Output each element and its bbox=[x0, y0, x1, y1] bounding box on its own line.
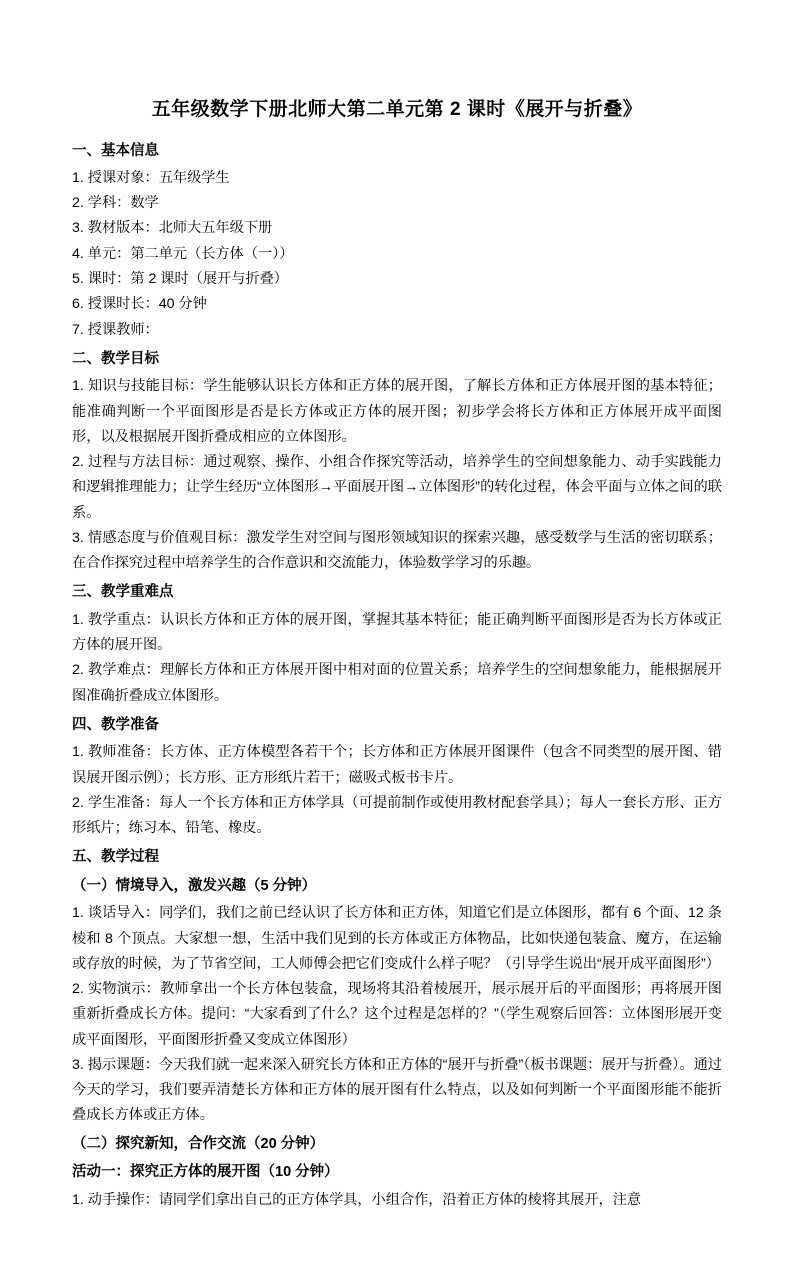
paragraph: 1. 谈话导入：同学们，我们之前已经认识了长方体和正方体，知道它们是立体图形，都有 6 个面、12 条棱和 8 个顶点。大家想一想，生活中我们见到的长方体或正方体物品，比如快递包装盒、魔方，在运输或存放的时候，为了节省空间，工人师傅会把它们变成什么样子呢？（引导学生说出“展开成平面图形”） bbox=[72, 905, 722, 972]
paragraph: 2. 实物演示：教师拿出一个长方体包装盒，现场将其沿着棱展开，展示展开后的平面图形；再将展开图重新折叠成长方体。提问：“大家看到了什么？这个过程是怎样的？”（学生观察后回答：立体图形展开变成平面图形，平面图形折叠又变成立体图形） bbox=[72, 981, 722, 1048]
section-heading: 五、教学过程 bbox=[72, 849, 159, 866]
paragraph: 3. 情感态度与价值观目标：激发学生对空间与图形领域知识的探索兴趣，感受数学与生活的密切联系；在合作探究过程中培养学生的合作意识和交流能力，体验数学学习的乐趣。 bbox=[72, 529, 722, 572]
paragraph: 2. 过程与方法目标：通过观察、操作、小组合作探究等活动，培养学生的空间想象能力、动手实践能力和逻辑推理能力；让学生经历“立体图形→平面展开图→立体图形”的转化过程，体会平面与立体之间的联系。 bbox=[72, 454, 722, 521]
page-title: 五年级数学下册北师大第二单元第 2 课时《展开与折叠》 bbox=[151, 99, 643, 120]
paragraph: 2. 教学难点：理解长方体和正方体展开图中相对面的位置关系；培养学生的空间想象能力，能根据展开图准确折叠成立体图形。 bbox=[72, 662, 722, 704]
paragraph: 7. 授课教师： bbox=[72, 321, 159, 338]
section-teaching-process bbox=[72, 845, 722, 1212]
subsection-heading: （一）情境导入，激发兴趣（5 分钟） bbox=[72, 877, 317, 894]
section-teaching-preparation bbox=[72, 713, 722, 842]
section-teaching-objectives bbox=[72, 347, 722, 577]
paragraph: 3. 教材版本：北师大五年级下册 bbox=[72, 220, 273, 237]
paragraph: 3. 揭示课题：今天我们就一起来深入研究长方体和正方体的“展开与折叠”（板书课题：展开与折叠）。通过今天的学习，我们要弄清楚长方体和正方体的展开图有什么特点，以及如何判断一个平面图形能不能折叠成长方体或正方体。 bbox=[72, 1056, 722, 1124]
paragraph: 2. 学生准备：每人一个长方体和正方体学具（可提前制作或使用教材配套学具）；每人一套长方形、正方形纸片；练习本、铅笔、橡皮。 bbox=[72, 794, 722, 837]
paragraph: 4. 单元：第二单元（长方体（一）） bbox=[72, 245, 294, 262]
activity-heading: 活动一：探究正方体的展开图（10 分钟） bbox=[72, 1164, 339, 1181]
section-key-difficulties bbox=[72, 580, 722, 709]
paragraph: 1. 知识与技能目标：学生能够认识长方体和正方体的展开图，了解长方体和正方体展开图的基本特征；能准确判断一个平面图形是否是长方体或正方体的展开图；初步学会将长方体和正方体展开成平面图形，以及根据展开图折叠成相应的立体图形。 bbox=[72, 378, 722, 445]
paragraph: 1. 授课对象：五年级学生 bbox=[72, 169, 230, 186]
section-heading: 三、教学重难点 bbox=[72, 584, 174, 601]
paragraph: 1. 教学重点：认识长方体和正方体的展开图，掌握其基本特征；能正确判断平面图形是否为长方体或正方体的展开图。 bbox=[72, 611, 722, 654]
section-basic-info bbox=[72, 139, 722, 343]
subsection-heading: （二）探究新知，合作交流（20 分钟） bbox=[72, 1135, 325, 1152]
section-heading: 四、教学准备 bbox=[72, 716, 159, 733]
section-heading: 二、教学目标 bbox=[72, 350, 159, 367]
section-heading: 一、基本信息 bbox=[72, 142, 159, 159]
paragraph: 2. 学科：数学 bbox=[72, 195, 159, 212]
paragraph: 6. 授课时长：40 分钟 bbox=[72, 296, 207, 313]
paragraph: 1. 教师准备：长方体、正方体模型各若干个；长方体和正方体展开图课件（包含不同类型的展开图、错误展开图示例）；长方形、正方形纸片若干；磁吸式板书卡片。 bbox=[72, 744, 722, 786]
paragraph: 1. 动手操作：请同学们拿出自己的正方体学具，小组合作，沿着正方体的棱将其展开，注意 bbox=[72, 1191, 642, 1208]
paragraph: 5. 课时：第 2 课时（展开与折叠） bbox=[72, 271, 288, 287]
